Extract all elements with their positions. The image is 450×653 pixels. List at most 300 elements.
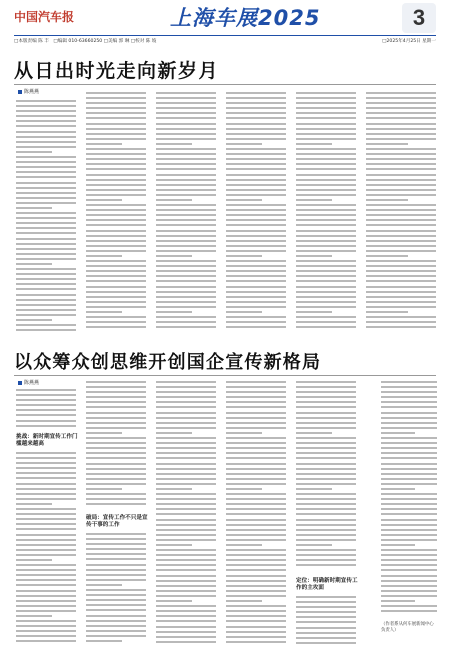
body-text-line	[296, 432, 332, 434]
body-text-line	[156, 585, 216, 587]
body-text-line	[366, 219, 436, 221]
body-text-line	[226, 580, 286, 582]
issue-date: □2025年4月25日 星期一	[382, 39, 436, 44]
body-text-line	[226, 620, 286, 622]
body-text-line	[86, 174, 146, 176]
body-text-line	[86, 569, 146, 571]
body-text-line	[226, 112, 286, 114]
body-text-line	[226, 513, 286, 515]
body-text-line	[226, 326, 286, 328]
body-text-line	[366, 291, 436, 293]
body-text-line	[381, 575, 437, 577]
article-2-subhead: 挑战：新时期宣传工作门槛越来越高	[16, 434, 78, 447]
body-text-line	[86, 163, 146, 165]
body-text-line	[86, 488, 122, 490]
body-text-line	[156, 544, 192, 546]
body-text-line	[16, 192, 76, 194]
page-number: 3	[412, 5, 426, 30]
body-text-line	[156, 102, 216, 104]
body-text-line	[156, 265, 216, 267]
body-text-line	[16, 404, 76, 406]
body-text-line	[86, 112, 146, 114]
body-text-line	[366, 306, 436, 308]
body-text-line	[156, 219, 216, 221]
body-text-line	[86, 235, 146, 237]
special-section-banner: 上海车展2025	[170, 6, 321, 30]
body-text-line	[16, 197, 76, 199]
body-text-line	[296, 143, 332, 145]
body-text-line	[296, 427, 356, 429]
body-text-line	[296, 468, 356, 470]
article-1-column	[366, 92, 436, 335]
body-text-line	[381, 427, 437, 429]
body-text-line	[86, 296, 146, 298]
body-text-line	[86, 158, 146, 160]
body-text-line	[16, 248, 76, 250]
body-text-line	[156, 158, 216, 160]
body-text-line	[86, 275, 146, 277]
body-text-line	[16, 314, 76, 316]
article-2-byline	[18, 379, 39, 386]
body-text-line	[366, 148, 436, 150]
body-text-line	[86, 204, 146, 206]
body-text-line	[16, 110, 76, 112]
body-text-line	[226, 401, 286, 403]
body-text-line	[226, 148, 286, 150]
body-text-line	[156, 326, 216, 328]
body-text-line	[156, 179, 216, 181]
body-text-line	[381, 529, 437, 531]
body-text-line	[226, 585, 286, 587]
body-text-line	[156, 473, 216, 475]
body-text-line	[226, 128, 286, 130]
body-text-line	[16, 258, 76, 260]
body-text-line	[366, 230, 436, 232]
body-text-line	[86, 209, 146, 211]
body-text-line	[86, 457, 146, 459]
body-text-line	[296, 488, 332, 490]
body-text-line	[86, 291, 146, 293]
body-text-line	[381, 417, 437, 419]
body-text-line	[156, 610, 216, 612]
body-text-line	[86, 615, 146, 617]
body-text-line	[156, 381, 216, 383]
article-2-divider	[14, 375, 436, 376]
body-text-line	[86, 391, 146, 393]
body-text-line	[156, 107, 216, 109]
body-text-line	[296, 117, 356, 119]
body-text-line	[366, 224, 436, 226]
body-text-line	[226, 595, 286, 597]
body-text-line	[381, 422, 437, 424]
body-text-line	[16, 299, 76, 301]
body-text-line	[86, 584, 122, 586]
body-text-line	[156, 296, 216, 298]
body-text-line	[86, 538, 146, 540]
body-text-line	[296, 417, 356, 419]
body-text-line	[86, 270, 146, 272]
body-text-line	[156, 483, 216, 485]
body-text-line	[16, 420, 76, 422]
body-text-line	[226, 422, 286, 424]
body-text-line	[366, 214, 436, 216]
body-text-line	[86, 240, 146, 242]
body-text-line	[86, 483, 146, 485]
body-text-line	[156, 138, 216, 140]
body-text-line	[156, 605, 216, 607]
body-text-line	[16, 414, 76, 416]
body-text-line	[226, 524, 286, 526]
body-text-line	[226, 316, 286, 318]
body-text-line	[296, 627, 356, 629]
body-text-line	[226, 605, 286, 607]
body-text-line	[226, 260, 286, 262]
body-text-line	[226, 636, 286, 638]
body-text-line	[156, 270, 216, 272]
body-text-line	[226, 240, 286, 242]
body-text-line	[156, 199, 192, 201]
body-text-line	[226, 138, 286, 140]
body-text-line	[86, 463, 146, 465]
body-text-line	[16, 493, 76, 495]
body-text-line	[156, 513, 216, 515]
body-text-line	[16, 625, 76, 627]
body-text-line	[16, 615, 52, 617]
body-text-line	[226, 554, 286, 556]
byline-marker-icon	[18, 381, 22, 385]
body-text-line	[366, 316, 436, 318]
body-text-line	[86, 589, 146, 591]
body-text-line	[381, 610, 437, 612]
body-text-line	[296, 260, 356, 262]
body-text-line	[296, 498, 356, 500]
body-text-line	[366, 280, 436, 282]
body-text-line	[86, 194, 146, 196]
body-text-line	[296, 549, 356, 551]
body-text-line	[381, 605, 437, 607]
body-text-line	[16, 100, 76, 102]
body-text-line	[156, 559, 216, 561]
body-text-line	[156, 503, 216, 505]
body-text-line	[16, 640, 76, 642]
body-text-line	[156, 493, 216, 495]
body-text-line	[366, 311, 408, 313]
body-text-line	[86, 625, 146, 627]
body-text-line	[86, 153, 146, 155]
body-text-line	[226, 488, 262, 490]
article-2-column	[86, 533, 146, 648]
body-text-line	[16, 131, 76, 133]
body-text-line	[226, 615, 286, 617]
body-text-line	[296, 601, 356, 603]
article-1-divider	[14, 84, 436, 85]
body-text-line	[16, 263, 52, 265]
body-text-line	[16, 309, 76, 311]
body-text-line	[156, 620, 216, 622]
body-text-line	[296, 534, 356, 536]
body-text-line	[381, 442, 437, 444]
body-text-line	[381, 401, 437, 403]
body-text-line	[381, 580, 437, 582]
body-text-line	[366, 296, 436, 298]
body-text-line	[226, 97, 286, 99]
body-text-line	[86, 594, 146, 596]
article-1-byline	[18, 88, 39, 95]
body-text-line	[226, 442, 286, 444]
body-text-line	[296, 240, 356, 242]
body-text-line	[226, 235, 286, 237]
body-text-line	[156, 452, 216, 454]
body-text-line	[86, 189, 146, 191]
body-text-line	[296, 524, 356, 526]
body-text-line	[226, 610, 286, 612]
article-1-column	[226, 92, 286, 335]
body-text-line	[86, 381, 146, 383]
body-text-line	[226, 508, 286, 510]
body-text-line	[86, 422, 146, 424]
body-text-line	[226, 626, 286, 628]
body-text-line	[156, 163, 216, 165]
body-text-line	[226, 575, 286, 577]
body-text-line	[86, 478, 146, 480]
body-text-line	[86, 123, 146, 125]
body-text-line	[156, 508, 216, 510]
body-text-line	[86, 579, 146, 581]
body-text-line	[366, 321, 436, 323]
body-text-line	[86, 574, 146, 576]
body-text-line	[156, 184, 216, 186]
body-text-line	[381, 595, 437, 597]
body-text-line	[16, 207, 52, 209]
body-text-line	[296, 133, 356, 135]
body-text-line	[16, 268, 76, 270]
body-text-line	[381, 549, 437, 551]
body-text-line	[16, 544, 76, 546]
body-text-line	[86, 503, 146, 505]
body-text-line	[296, 301, 356, 303]
body-text-line	[16, 564, 76, 566]
body-text-line	[16, 394, 76, 396]
body-text-line	[296, 311, 332, 313]
body-text-line	[381, 437, 437, 439]
body-text-line	[86, 543, 146, 545]
body-text-line	[86, 179, 146, 181]
body-text-line	[226, 255, 262, 257]
article-2-column	[16, 452, 76, 648]
body-text-line	[86, 255, 122, 257]
body-text-line	[156, 468, 216, 470]
body-text-line	[226, 473, 286, 475]
body-text-line	[156, 564, 216, 566]
body-text-line	[366, 235, 436, 237]
body-text-line	[156, 463, 216, 465]
body-text-line	[296, 128, 356, 130]
body-text-line	[226, 321, 286, 323]
body-text-line	[296, 275, 356, 277]
body-text-line	[381, 386, 437, 388]
body-text-line	[16, 574, 76, 576]
body-text-line	[226, 406, 286, 408]
body-text-line	[86, 219, 146, 221]
body-text-line	[156, 534, 216, 536]
body-text-line	[226, 209, 286, 211]
body-text-line	[296, 391, 356, 393]
body-text-line	[381, 452, 437, 454]
body-text-line	[296, 174, 356, 176]
body-text-line	[86, 396, 146, 398]
body-text-line	[226, 549, 286, 551]
body-text-line	[16, 508, 76, 510]
body-text-line	[226, 275, 286, 277]
body-text-line	[156, 321, 216, 323]
body-text-line	[156, 123, 216, 125]
body-text-line	[226, 544, 262, 546]
body-text-line	[16, 569, 76, 571]
body-text-line	[16, 105, 76, 107]
paper-name: 中国汽车报	[14, 10, 75, 24]
body-text-line	[296, 112, 356, 114]
body-text-line	[296, 189, 356, 191]
body-text-line	[226, 463, 286, 465]
body-text-line	[226, 224, 286, 226]
body-text-line	[86, 230, 146, 232]
body-text-line	[226, 168, 286, 170]
body-text-line	[86, 473, 146, 475]
body-text-line	[86, 224, 146, 226]
body-text-line	[156, 112, 216, 114]
body-text-line	[16, 319, 52, 321]
body-text-line	[296, 235, 356, 237]
body-text-line	[296, 412, 356, 414]
body-text-line	[366, 184, 436, 186]
body-text-line	[226, 291, 286, 293]
body-text-line	[226, 559, 286, 561]
body-text-line	[86, 553, 146, 555]
body-text-line	[156, 590, 216, 592]
body-text-line	[381, 498, 437, 500]
body-text-line	[156, 437, 216, 439]
body-text-line	[366, 199, 408, 201]
body-text-line	[366, 204, 436, 206]
body-text-line	[296, 219, 356, 221]
body-text-line	[156, 406, 216, 408]
body-text-line	[156, 457, 216, 459]
body-text-line	[381, 488, 415, 490]
article-2-column	[86, 381, 146, 511]
body-text-line	[226, 427, 286, 429]
body-text-line	[366, 92, 436, 94]
body-text-line	[296, 270, 356, 272]
body-text-line	[381, 513, 437, 515]
body-text-line	[16, 161, 76, 163]
article-2-author-note: （作者系从何车展新闻中心负责人）	[381, 622, 434, 633]
editor-credits: □本版责编 陈 丰 □编辑 010-63660250 □美编 郭 琳 □校对 陈 坡	[14, 39, 157, 44]
body-text-line	[381, 508, 437, 510]
body-text-line	[86, 498, 146, 500]
body-text-line	[296, 637, 356, 639]
body-text-line	[226, 214, 286, 216]
body-text-line	[381, 534, 437, 536]
body-text-line	[16, 232, 76, 234]
body-text-line	[366, 143, 408, 145]
body-text-line	[156, 412, 216, 414]
body-text-line	[226, 478, 286, 480]
body-text-line	[296, 92, 356, 94]
body-text-line	[86, 260, 146, 262]
body-text-line	[156, 209, 216, 211]
body-text-line	[366, 250, 436, 252]
body-text-line	[86, 635, 146, 637]
body-text-line	[296, 401, 356, 403]
body-text-line	[156, 442, 216, 444]
body-text-line	[156, 97, 216, 99]
body-text-line	[16, 610, 76, 612]
body-text-line	[16, 513, 76, 515]
body-text-line	[156, 447, 216, 449]
body-text-line	[226, 641, 286, 643]
article-1-column	[296, 92, 356, 335]
body-text-line	[16, 620, 76, 622]
body-text-line	[16, 399, 76, 401]
info-bar	[14, 35, 436, 49]
body-text-line	[86, 199, 122, 201]
body-text-line	[296, 632, 356, 634]
body-text-line	[226, 529, 286, 531]
body-text-line	[226, 590, 286, 592]
body-text-line	[226, 417, 286, 419]
body-text-line	[16, 329, 76, 331]
body-text-line	[86, 558, 146, 560]
body-text-line	[296, 452, 356, 454]
body-text-line	[296, 102, 356, 104]
article-1-headline: 从日出时光走向新岁月	[14, 60, 220, 82]
body-text-line	[226, 483, 286, 485]
body-text-line	[226, 204, 286, 206]
body-text-line	[16, 584, 76, 586]
body-text-line	[16, 528, 76, 530]
body-text-line	[16, 304, 76, 306]
body-text-line	[366, 245, 436, 247]
body-text-line	[226, 452, 286, 454]
body-text-line	[366, 138, 436, 140]
body-text-line	[381, 539, 437, 541]
article-2-column	[226, 381, 286, 648]
body-text-line	[226, 184, 286, 186]
body-text-line	[156, 240, 216, 242]
body-text-line	[86, 168, 146, 170]
body-text-line	[16, 539, 76, 541]
body-text-line	[296, 214, 356, 216]
body-text-line	[226, 179, 286, 181]
body-text-line	[226, 230, 286, 232]
body-text-line	[16, 217, 76, 219]
body-text-line	[86, 326, 146, 328]
body-text-line	[296, 280, 356, 282]
body-text-line	[16, 156, 76, 158]
body-text-line	[366, 112, 436, 114]
body-text-line	[226, 153, 286, 155]
body-text-line	[296, 230, 356, 232]
article-1-column	[86, 92, 146, 335]
body-text-line	[156, 275, 216, 277]
body-text-line	[226, 219, 286, 221]
body-text-line	[226, 143, 262, 145]
body-text-line	[381, 503, 437, 505]
body-text-line	[156, 214, 216, 216]
body-text-line	[226, 194, 286, 196]
body-text-line	[226, 600, 262, 602]
body-text-line	[16, 288, 76, 290]
